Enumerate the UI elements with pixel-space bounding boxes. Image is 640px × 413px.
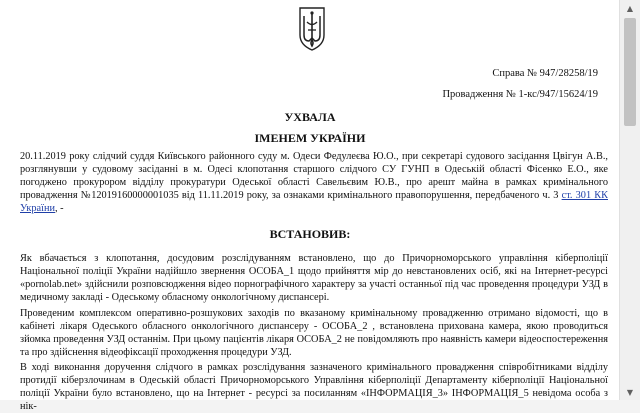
- arrow-down-icon[interactable]: ▼: [626, 387, 634, 397]
- law-article-link[interactable]: ст. 301 КК України: [20, 190, 608, 214]
- document-title: УХВАЛА: [284, 110, 336, 124]
- vertical-scrollbar[interactable]: [619, 0, 640, 400]
- paragraph: В ході виконання доручення слідчого в рамках розслідування зазначеного кримінального провадження співробітниками відділу протидії кіберзлочинам в Одеській області Причорноморського Управління кіберполіції Департаменту кіберполіції Національної поліції України було встановлено, що на Інтернет - ресурсі за посиланням «ІНФОРМАЦІЯ_3» ІНФОРМАЦІЯ_5 невідома особа з нік-: [20, 362, 608, 412]
- arrow-up-icon[interactable]: ▲: [626, 3, 634, 13]
- section-heading: ВСТАНОВИВ:: [269, 227, 351, 241]
- intro-tail: , -: [55, 203, 64, 214]
- coat-of-arms-icon: [297, 5, 327, 51]
- document-subtitle: ІМЕНЕМ УКРАЇНИ: [254, 131, 366, 145]
- intro-text: 20.11.2019 року слідчий суддя Київського районного суду м. Одеси Федулеєва Ю.О., при секретарі судового засідання Цвігун А.В., розглянувши у судовому засіданні в м. Одесі клопотання старшого слідчого СУ ГУНП в Одеській області Фісенко Е.О., яке погоджено прокурором відділу прокуратури Одеської області Савельєвим Ю.В., про арешт майна в рамках кримінального провадження №12019160000001035 від 11.11.2019 року, за ознаками кримінального правопорушення, передбаченого ч. 3: [20, 151, 608, 201]
- paragraph: Як вбачається з клопотання, досудовим розслідуванням встановлено, що до Причорноморського управління кіберполіції Національної поліції України надійшло звернення ОСОБА_1 щодо прийняття мір до невстановлених осіб, які на Інтернет-ресурсі «pornolab.net» здійснили розповсюдження відео порнографічного характеру за участі останньої під час проведення процедури УЗД в медичному закладі - Одеському обласному онкологічному диспансері.: [20, 253, 608, 303]
- proceeding-number: Провадження № 1-кс/947/15624/19: [442, 89, 598, 100]
- case-number: Справа № 947/28258/19: [492, 68, 598, 79]
- intro-paragraph: [20, 150, 608, 215]
- scrollbar-thumb[interactable]: [624, 18, 636, 126]
- paragraph: Проведеним комплексом оперативно-розшукових заходів по вказаному кримінальному провадженню отримано відомості, що в кабінеті лікаря Одеського обласного онкологічного диспансеру - ОСОБА_2 , встановлена прихована камера, якою проводиться зйомка проведення УЗД останнім. При цьому пацієнтів лікаря ОСОБА_2 не повідомляють про наявність камери відеоспостереження та про здійснення відеофіксації проходження процедури УЗД.: [20, 308, 608, 358]
